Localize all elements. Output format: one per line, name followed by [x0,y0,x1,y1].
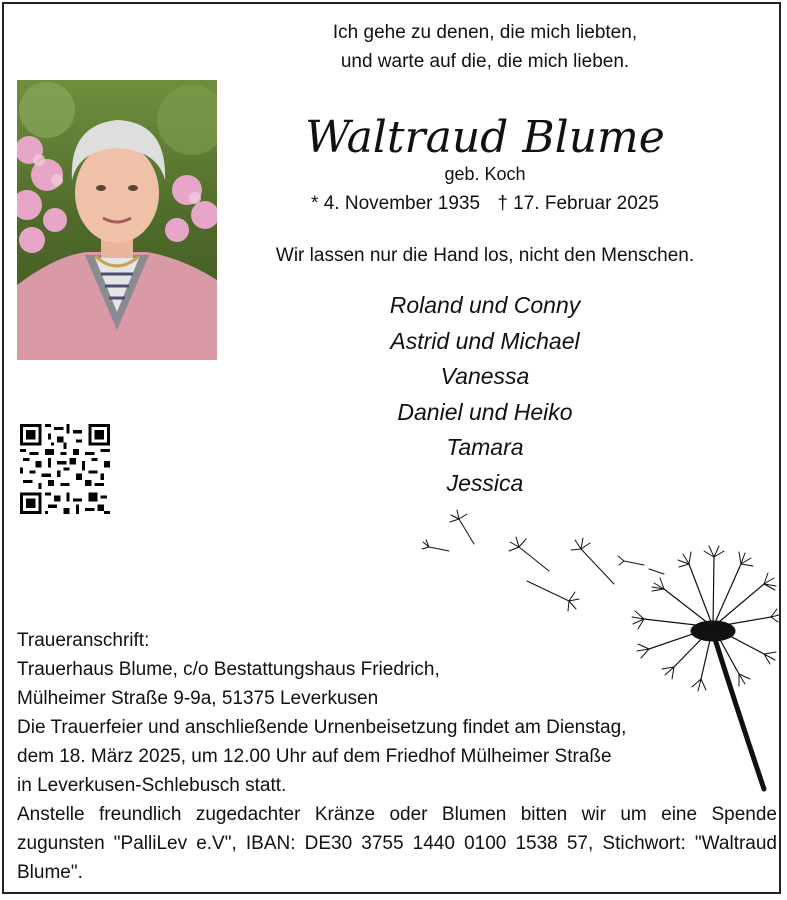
donation-text: Anstelle freundlich zugedachter Kränze oder Blumen bitten wir um eine Spende zugunsten "PalliLev e.V", IBAN: DE30 3755 1440 0100 1538 57, Stichwort: "Waltraud Blume". [17,804,777,883]
address-line: Mülheimer Straße 9-9a, 51375 Leverkusen [17,688,379,709]
mourners-list [240,288,730,502]
farewell-quote: Wir lassen nur die Hand los, nicht den Menschen. [275,245,695,266]
address-label: Traueranschrift: [17,630,150,651]
info-section [17,626,777,887]
ceremony-line: in Leverkusen-Schlebusch statt. [17,775,287,796]
address-line: Trauerhaus Blume, c/o Bestattungshaus Friedrich, [17,659,440,680]
qr-code[interactable] [20,424,110,514]
motto-line: und warte auf die, die mich lieben. [340,51,630,72]
motto [240,18,730,76]
motto-line: Ich gehe zu denen, die mich liebten, [332,22,638,43]
mourner: Tamara [446,434,524,461]
obituary-card [2,2,781,894]
mourner: Astrid und Michael [390,327,580,354]
mourner: Jessica [446,469,524,496]
ceremony-line: Die Trauerfeier und anschließende Urnenbeisetzung findet am Dienstag, [17,717,627,738]
mourner: Roland und Conny [389,292,581,318]
death-date: † 17. Februar 2025 [497,193,659,214]
portrait-photo [17,80,217,360]
life-dates [240,190,730,218]
birth-date: * 4. November 1935 [311,193,481,214]
deceased-name: Waltraud Blume [305,112,665,163]
mourner: Vanessa [440,363,530,390]
mourner: Daniel und Heiko [397,398,573,425]
birth-name: geb. Koch [444,164,526,184]
ceremony-line: dem 18. März 2025, um 12.00 Uhr auf dem Friedhof Mülheimer Straße [17,746,612,767]
